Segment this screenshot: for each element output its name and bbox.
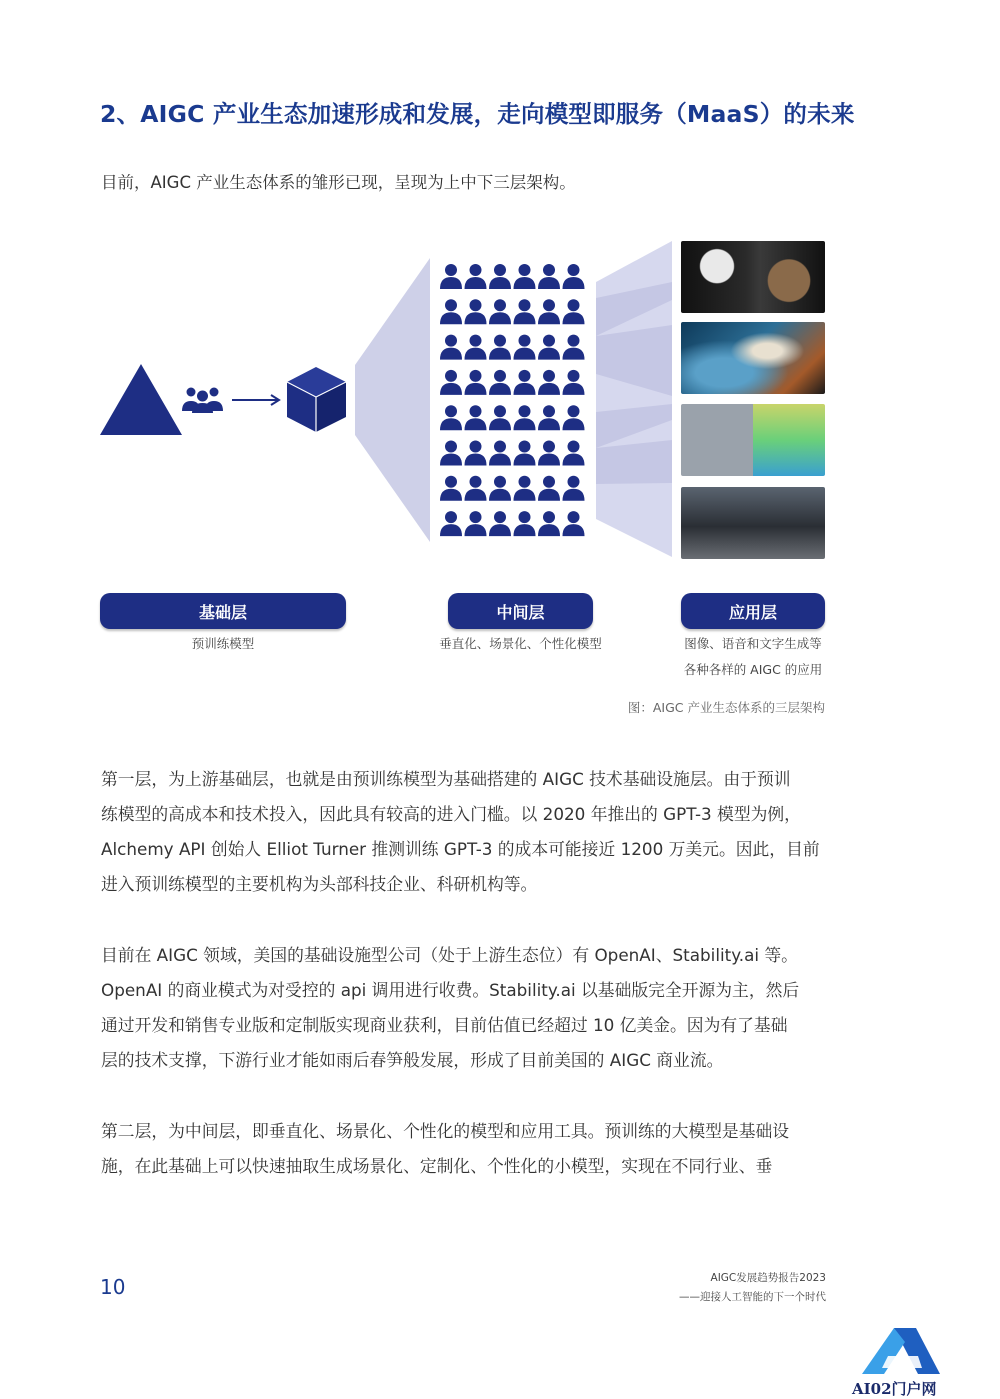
person-icon: [538, 299, 560, 324]
thumb-abstract: [681, 322, 825, 394]
person-icon: [538, 405, 560, 430]
person-icon: [563, 299, 585, 324]
person-icon: [465, 405, 487, 430]
person-icon: [489, 476, 511, 501]
person-icon: [489, 370, 511, 395]
paragraph-3: [101, 1114, 846, 1184]
person-icon: [440, 370, 462, 395]
paragraph-line: 进入预训练模型的主要机构为头部科技企业、科研机构等。: [101, 874, 538, 894]
watermark-text: AI02门户网: [852, 1380, 937, 1398]
person-icon: [514, 476, 536, 501]
person-icon: [563, 264, 585, 289]
funnel-right: [596, 241, 672, 557]
person-icon: [563, 335, 585, 360]
paragraph-line: 练模型的高成本和技术投入，因此具有较高的进入门槛。以 2020 年推出的 GPT-3 模型为例，: [101, 804, 801, 824]
person-icon: [465, 335, 487, 360]
person-icon: [514, 370, 536, 395]
person-icon: [440, 441, 462, 466]
footer-title: AIGC发展趋势报告2023: [710, 1272, 826, 1284]
layer-application-caption-1: 图像、语音和文字生成等: [684, 636, 822, 651]
person-icon: [538, 511, 560, 536]
person-icon: [440, 405, 462, 430]
paragraph-line: 通过开发和销售专业版和定制版实现商业获利，目前估值已经超过 10 亿美金。因为有了基础: [101, 1015, 788, 1035]
person-icon: [538, 264, 560, 289]
paragraph-2: [101, 938, 846, 1078]
paragraph-line: 目前在 AIGC 领域，美国的基础设施型公司（处于上游生态位）有 OpenAI、Stability.ai 等。: [101, 945, 798, 965]
page-number: 10: [100, 1275, 126, 1299]
intro-text: 目前，AIGC 产业生态体系的雏形已现，呈现为上中下三层架构。: [101, 173, 576, 192]
person-icon: [440, 511, 462, 536]
paragraph-line: Alchemy API 创始人 Elliot Turner 推测训练 GPT-3 的成本可能接近 1200 万美元。因此，目前: [101, 839, 820, 859]
person-icon: [514, 335, 536, 360]
section-heading: 2、AIGC 产业生态加速形成和发展，走向模型即服务（MaaS）的未来: [100, 100, 855, 128]
person-icon: [489, 335, 511, 360]
person-icon: [563, 441, 585, 466]
person-icon: [465, 370, 487, 395]
paragraph-line: 施，在此基础上可以快速抽取生成场景化、定制化、个性化的小模型，实现在不同行业、垂: [101, 1156, 773, 1176]
person-icon: [514, 405, 536, 430]
paragraph-line: 层的技术支撑，下游行业才能如雨后春笋般发展，形成了目前美国的 AIGC 商业流。: [101, 1050, 724, 1070]
person-icon: [563, 405, 585, 430]
thumb-street-segmentation: [681, 404, 825, 476]
person-icon: [538, 476, 560, 501]
funnel-bands: [596, 282, 672, 484]
layer-middle-caption: 垂直化、场景化、个性化模型: [439, 636, 602, 651]
person-icon: [440, 299, 462, 324]
layer-application-button: 应用层: [681, 593, 825, 629]
person-icon: [563, 476, 585, 501]
person-icon: [514, 441, 536, 466]
person-icon: [465, 441, 487, 466]
person-icon: [440, 264, 462, 289]
figure-caption: 图：AIGC 产业生态体系的三层架构: [627, 700, 825, 715]
person-icon: [538, 335, 560, 360]
person-icon: [465, 476, 487, 501]
person-icon: [514, 299, 536, 324]
person-icon: [465, 299, 487, 324]
layer-base-button: 基础层: [100, 593, 346, 629]
person-icon: [489, 441, 511, 466]
a-logo-icon: [858, 1326, 942, 1376]
person-icon: [489, 299, 511, 324]
cube-icon: [287, 367, 346, 432]
paragraph-line: 第二层，为中间层，即垂直化、场景化、个性化的模型和应用工具。预训练的大模型是基础设: [101, 1121, 790, 1141]
person-icon: [465, 264, 487, 289]
person-icon: [489, 264, 511, 289]
person-icon: [563, 370, 585, 395]
thumb-driving-scene: [681, 487, 825, 559]
paragraph-1: [101, 762, 846, 902]
person-icon: [440, 335, 462, 360]
person-icon: [440, 476, 462, 501]
person-icon: [538, 370, 560, 395]
person-icon: [563, 511, 585, 536]
layer-middle-button: 中间层: [448, 593, 593, 629]
people-group-icon: [182, 388, 223, 414]
person-icon: [538, 441, 560, 466]
funnel-left: [355, 258, 430, 542]
triangle-icon: [100, 364, 182, 435]
person-icon: [489, 511, 511, 536]
thumb-astronaut: [681, 241, 825, 313]
arrow-right-icon: [232, 395, 279, 405]
person-icon: [465, 511, 487, 536]
person-icon: [489, 405, 511, 430]
person-icon: [514, 511, 536, 536]
paragraph-line: 第一层，为上游基础层，也就是由预训练模型为基础搭建的 AIGC 技术基础设施层。由于预训: [101, 769, 791, 789]
layer-application-caption-2: 各种各样的 AIGC 的应用: [683, 662, 823, 677]
person-icon: [514, 264, 536, 289]
people-grid: [440, 264, 585, 536]
footer-subtitle: ——迎接人工智能的下一个时代: [679, 1291, 826, 1303]
paragraph-line: OpenAI 的商业模式为对受控的 api 调用进行收费。Stability.ai 以基础版完全开源为主，然后: [101, 980, 800, 1000]
layer-base-caption: 预训练模型: [191, 636, 255, 651]
